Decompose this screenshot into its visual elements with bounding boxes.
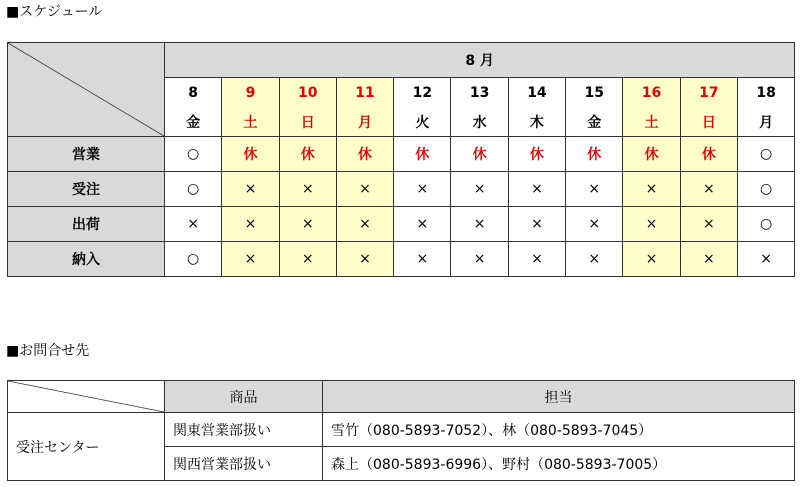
schedule-row <box>8 137 795 172</box>
order-center-label: 受注センター <box>8 413 165 481</box>
schedule-cell: × <box>737 242 794 277</box>
schedule-cell: ○ <box>165 137 222 172</box>
contact-header-product: 商品 <box>165 381 323 413</box>
schedule-cell: × <box>336 207 393 242</box>
day-number: 8 <box>165 78 222 108</box>
month-header: 8 月 <box>165 43 795 78</box>
contact-header-person: 担当 <box>323 381 795 413</box>
schedule-cell: × <box>508 172 565 207</box>
schedule-cell: × <box>451 172 508 207</box>
day-number: 11 <box>336 78 393 108</box>
contact-table <box>7 380 795 481</box>
schedule-row <box>8 242 795 277</box>
schedule-table <box>7 42 795 277</box>
weekday: 火 <box>394 107 451 137</box>
schedule-cell: 休 <box>394 137 451 172</box>
day-number: 13 <box>451 78 508 108</box>
weekday: 木 <box>508 107 565 137</box>
schedule-cell: × <box>451 242 508 277</box>
schedule-row <box>8 172 795 207</box>
day-number: 15 <box>566 78 623 108</box>
weekday: 水 <box>451 107 508 137</box>
schedule-cell: × <box>508 207 565 242</box>
contact-row <box>8 413 795 447</box>
schedule-cell: × <box>680 242 737 277</box>
schedule-cell: × <box>394 207 451 242</box>
schedule-cell: 休 <box>451 137 508 172</box>
schedule-row <box>8 207 795 242</box>
schedule-cell: × <box>566 207 623 242</box>
schedule-cell: × <box>279 242 336 277</box>
schedule-cell: × <box>279 172 336 207</box>
schedule-cell: × <box>222 242 279 277</box>
schedule-cell: × <box>451 207 508 242</box>
weekday: 土 <box>222 107 279 137</box>
schedule-cell: 休 <box>336 137 393 172</box>
schedule-cell: × <box>165 207 222 242</box>
schedule-cell: ○ <box>165 172 222 207</box>
schedule-cell: 休 <box>680 137 737 172</box>
schedule-cell: 休 <box>566 137 623 172</box>
contact-product: 関東営業部扱い <box>165 413 323 447</box>
weekday: 月 <box>737 107 794 137</box>
weekday: 日 <box>279 107 336 137</box>
schedule-cell: × <box>222 207 279 242</box>
schedule-cell: × <box>680 172 737 207</box>
schedule-cell: × <box>623 207 680 242</box>
schedule-cell: × <box>566 172 623 207</box>
schedule-cell: 休 <box>279 137 336 172</box>
day-number: 12 <box>394 78 451 108</box>
day-number: 18 <box>737 78 794 108</box>
schedule-cell: × <box>336 172 393 207</box>
schedule-cell: × <box>394 242 451 277</box>
day-number: 17 <box>680 78 737 108</box>
schedule-row-label: 出荷 <box>8 207 165 242</box>
contact-corner-cell <box>8 381 165 413</box>
weekday: 金 <box>165 107 222 137</box>
schedule-cell: 休 <box>222 137 279 172</box>
day-number: 9 <box>222 78 279 108</box>
contact-person: 雪竹（080-5893-7052）、林（080-5893-7045） <box>323 413 795 447</box>
schedule-cell: ○ <box>737 172 794 207</box>
schedule-cell: 休 <box>508 137 565 172</box>
schedule-cell: ○ <box>737 137 794 172</box>
weekday: 金 <box>566 107 623 137</box>
schedule-cell: × <box>508 242 565 277</box>
weekday: 土 <box>623 107 680 137</box>
schedule-cell: × <box>279 207 336 242</box>
schedule-section-title: ■スケジュール <box>6 4 103 20</box>
schedule-row-label: 営業 <box>8 137 165 172</box>
weekday: 月 <box>336 107 393 137</box>
schedule-cell: ○ <box>737 207 794 242</box>
schedule-cell: × <box>623 172 680 207</box>
schedule-cell: ○ <box>165 242 222 277</box>
weekday: 日 <box>680 107 737 137</box>
schedule-row-label: 納入 <box>8 242 165 277</box>
schedule-cell: 休 <box>623 137 680 172</box>
schedule-cell: × <box>222 172 279 207</box>
schedule-cell: × <box>394 172 451 207</box>
schedule-cell: × <box>336 242 393 277</box>
schedule-cell: × <box>623 242 680 277</box>
contact-section-title: ■お問合せ先 <box>6 343 90 359</box>
day-number: 16 <box>623 78 680 108</box>
contact-product: 関西営業部扱い <box>165 447 323 481</box>
contact-person: 森上（080-5893-6996）、野村（080-5893-7005） <box>323 447 795 481</box>
day-number: 10 <box>279 78 336 108</box>
schedule-cell: × <box>680 207 737 242</box>
schedule-cell: × <box>566 242 623 277</box>
schedule-row-label: 受注 <box>8 172 165 207</box>
schedule-corner-cell <box>8 43 165 137</box>
day-number: 14 <box>508 78 565 108</box>
